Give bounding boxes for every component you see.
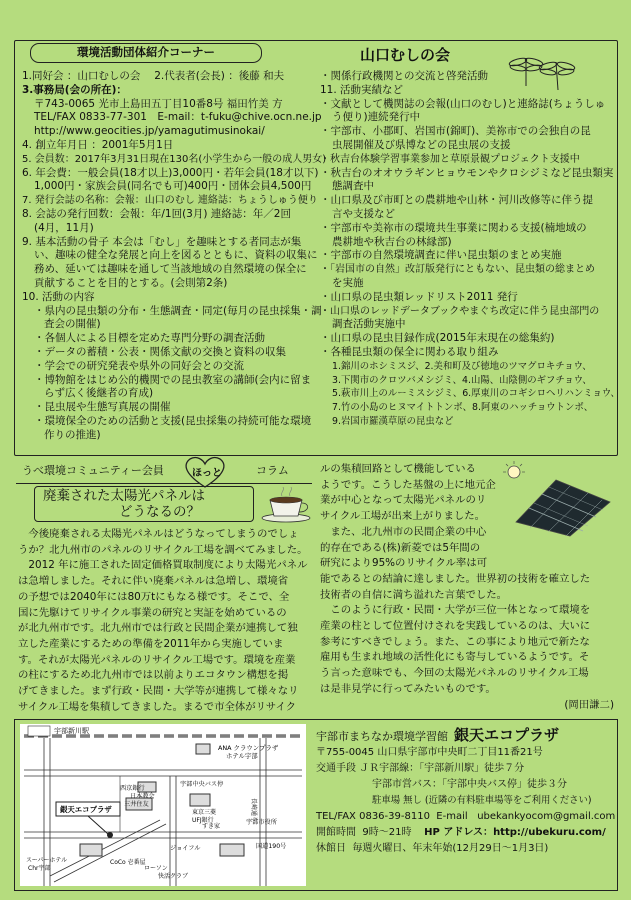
plaza-contact-row [316, 809, 616, 825]
plaza-access-row [316, 761, 616, 777]
org-details-right [320, 70, 620, 429]
map-label-route190: 国道190号 [256, 843, 287, 850]
map-label-nagamachi: 長崎通り [250, 798, 257, 823]
achievement-item-cont: う便り)連続発行中 [332, 111, 421, 124]
conservation-item: 5.萩市川上のルーミスシジミ、6.厚東川のコギシロヘリハンミョウ、 [332, 388, 620, 400]
article-line: 雇用も生まれ地域の活性化にも寄与しているようです。そ [320, 651, 590, 664]
location-pin-icon [107, 832, 113, 838]
coffee-cup-icon [258, 486, 314, 524]
org-details-left [22, 70, 327, 443]
map-label-cityhall: 宇部市役所 [246, 819, 277, 826]
map-label-lawson: ローソン [144, 865, 168, 872]
activity-item: ・博物館をはじめ公的機関での昆虫教室の講師(会内に留ま [34, 373, 312, 386]
achievement-item: ・「岩国市の自然」改訂版発行にともない、昆虫類の総まとめ [320, 264, 595, 276]
plaza-address: 〒755-0045 山口県宇部市中央町二丁目11番21号 [316, 747, 543, 758]
plaza-access-2: 宇部市営バス：「宇部中央バス停」徒歩３分 [372, 779, 567, 790]
address-line: 〒743-0065 光市上島田五丁目10番8号 福田竹美 方 [34, 97, 283, 110]
purpose-line-3: 務め、延いては趣味を通して当該地域の自然環境の保全に [34, 263, 307, 276]
map-label-sukiya: すき家 [202, 823, 221, 830]
plaza-name: 銀天エコプラザ [454, 726, 560, 744]
article-line: は急増しました。それに伴い廃棄パネルは急増し、環境省 [18, 575, 289, 588]
map-label-joifull: ジョイフル [170, 845, 201, 852]
plaza-hp-link[interactable]: http://ubekuru.com/ [493, 827, 606, 838]
plaza-subtitle: 宇部市まちなか環境学習館 [316, 730, 448, 743]
activity-item-cont: 作りの推進) [44, 428, 101, 441]
map-station-label: 宇部新川駅 [54, 727, 89, 735]
corner-header: 環境活動団体紹介コーナー [30, 43, 262, 63]
plaza-hours-row [316, 825, 616, 841]
map-label-hotel2: Chr宇部 [28, 865, 51, 872]
plaza-closed-row [316, 841, 616, 857]
achievement-item: ・関係行政機関との交流と啓発活動 [320, 70, 488, 82]
achievement-item: ・宇部市の自然環境調査に伴い昆虫類のまとめ実施 [320, 249, 562, 262]
article-line: 業が中心となって太陽光パネルのリ [320, 494, 487, 507]
column-article-right [320, 462, 620, 713]
achievement-item: ・宇部市や美祢市の環境共生事業に関わる支援(楠地域の [320, 221, 587, 234]
article-line: 立した産業にするための準備を2011年から実施していま [18, 637, 284, 650]
plaza-email[interactable]: ubekankyocom@gmail.com [477, 811, 616, 822]
column-banner-right: コラム [256, 464, 289, 477]
purpose-line-2: い、趣味の健全な発展と向上を図るとともに、資料の収集に [34, 249, 318, 262]
achievement-item-cont: 農耕地や秋吉台の林縁部) [332, 235, 452, 248]
article-line: 今後廃棄される太陽光パネルはどうなってしまうのでしょ [28, 528, 299, 540]
purpose-line-4: 貢献することを目的とする。(会則第2条) [34, 276, 228, 289]
frequency-line: 8. 会誌の発行回数：会報：年/1回(3月) 連絡誌：年／2回 [22, 207, 291, 220]
article-line: サイクル工場を集積してきました。まるで市全体がリサイク [18, 700, 297, 713]
map-label-superhotel: スーパーホテル [26, 857, 68, 864]
article-line: 国に先駆けてリサイクル事業の研究と実証を始めているの [18, 606, 287, 619]
article-line: サイクル工場が出来上がりました。 [320, 510, 486, 523]
article-line: 研究により95%のリサイクル率は可 [320, 557, 488, 570]
plaza-email-label: E-mail [436, 811, 468, 822]
plaza-access-1: ＪＲ宇部線：「宇部新川駅」徒歩７分 [359, 763, 525, 774]
plaza-parking: 駐車場 無し (近隣の有料駐車場等をご利用ください) [372, 795, 592, 806]
map-label-tokyo: 東京三菱 [192, 809, 217, 816]
column-banner-left: うべ環境コミュニティー会員 [22, 464, 164, 477]
achievement-item: ・山口県の昆虫類レッドリスト2011 発行 [320, 290, 518, 303]
activity-item: ・環境保全のための活動と支援(昆虫採集の持続可能な環境 [34, 414, 312, 427]
article-line: ルの集積回路として機能している [320, 463, 476, 475]
conservation-item: 9.岩国市羅漢草原の昆虫など [332, 415, 454, 427]
activity-item: ・学会での研究発表や県外の同好会との交流 [34, 359, 244, 372]
activity-item: ・県内の昆虫類の分布・生態調査・同定(毎月の昆虫採集・調 [34, 304, 322, 317]
article-line: 参考にすべきでしょう。また、この事により地元で新たな [320, 635, 590, 648]
activity-item-cont: らず広く後継者の育成) [44, 387, 154, 400]
map-label-seibu: 西京銀行 [120, 785, 145, 792]
article-line: が北九州市です。北九州市では行政と民間企業が連携して独 [18, 622, 298, 635]
plaza-title-row [316, 727, 616, 745]
office-heading: 3.事務局(会の所在)： [22, 83, 127, 96]
achievement-item-cont: を実施 [332, 276, 364, 289]
plaza-closed-label: 休館日 [316, 843, 346, 854]
article-line: また、北九州市の民間企業の中心 [330, 525, 487, 538]
map-label-kaikatsu: 快活クラブ [158, 873, 189, 880]
plaza-tel: 0836-39-8110 [359, 811, 430, 822]
article-line: 技術者の自信に満ち溢れた言葉でした。 [320, 588, 508, 601]
article-line: う言った意味でも、今回の太陽光パネルのリサイクル工場 [320, 667, 589, 680]
achievement-item: ・秋吉台のオオウラギンヒョウモンやクロシジミなど昆虫類実 [320, 166, 614, 179]
column-article-left [18, 527, 314, 715]
article-line: 2012 年に施工された固定価格買取制度により太陽光パネル [28, 559, 308, 572]
plaza-access-label: 交通手段 [316, 763, 356, 774]
map-label-ufj: UFJ銀行 [192, 817, 214, 824]
achievement-item: ・秋吉台体験学習事業参加と草原景観プロジェクト支援中 [320, 153, 580, 165]
achievements-heading: 11. 活動実績など [320, 83, 404, 96]
plaza-closed: 毎週火曜日、年末年始(12月29日～1月3日) [352, 843, 549, 854]
activity-item: ・昆虫展や生態写真展の開催 [34, 401, 171, 414]
eco-plaza-info [316, 727, 616, 857]
map-label-ana2: ホテル宇部 [226, 752, 258, 760]
activity-item-cont: 査会の開催) [44, 318, 101, 331]
achievement-item-cont: 調査活動実施中 [332, 318, 406, 331]
map-label-ana: ANA クラウンプラザ [218, 744, 279, 752]
activity-item: ・データの蓄積・公表・関係文献の交換と資料の収集 [34, 345, 286, 358]
map-label-coco: CoCo 壱番屋 [110, 859, 146, 866]
plaza-hours: 9時～21時 [362, 827, 412, 838]
heart-icon [180, 455, 230, 489]
members-line: 5. 会員数：2017年3月31日現在130名(小学生から一般の成人男女) [22, 153, 327, 165]
article-line: うか？北九州市のパネルのリサイクル工場を調べてみました。 [18, 543, 308, 556]
map-label-nikkyo: 日本教会 [130, 793, 155, 800]
article-line: は是非見学に行ってみたいものです。 [320, 682, 496, 695]
column-title-line-1: 廃棄された太陽光パネルは [43, 488, 205, 504]
column-title-line-2: どうなるの？ [119, 504, 200, 520]
publication-line: 7. 発行会誌の名称：会報：山口のむし 連絡誌：ちょうしゅう便り [22, 195, 318, 207]
author-name: (岡田謙二) [564, 698, 614, 711]
fee-line-2: 1,000円・家族会員(同名でも可)400円・団体会員4,500円 [34, 180, 312, 193]
founded-line: 4. 創立年月日 ：2001年5月1日 [22, 138, 174, 151]
map-marker-label: 銀天エコプラザ [60, 805, 112, 814]
achievement-item-cont: 虫展開催及び県博などの昆虫展の支援 [332, 138, 511, 151]
article-line: ようです。こうした基盤の上に地元企 [320, 478, 496, 491]
activities-heading: 10. 活動の内容 [22, 290, 95, 303]
achievement-item: ・山口県及び市町との農耕地や山林・河川改修等に伴う提 [320, 194, 593, 207]
frequency-line-2: (4月，11月) [34, 221, 94, 234]
achievement-item: ・各種昆虫類の保全に関わる取り組み [320, 345, 499, 358]
article-line: 能であるとの結論に達しました。世界初の技術を確立した [320, 572, 591, 585]
website-link[interactable]: http://www.geocities.jp/yamagutimusinokai/ [34, 125, 265, 138]
article-line: げてきました。まず行政・民間・大学等が連携して様々なリ [18, 685, 299, 698]
article-line: す。それが太陽光パネルのリサイクル工場です。環境を産業 [18, 653, 296, 666]
conservation-item: 3.下関市のクロツバメシジミ、4.山陽、山陰側のギフチョウ、 [332, 374, 592, 386]
conservation-item: 7.竹の小島のヒヌマイトトンボ、8.阿東のハッチョウトンボ、 [332, 402, 594, 414]
plaza-hours-label: 開館時間 [316, 827, 356, 838]
achievement-item-cont: 態調査中 [332, 180, 374, 193]
conservation-item: 1.錦川のホシミスジ、2.美和町及び徳地のツマグロキチョウ、 [332, 360, 592, 372]
org-name-title: 山口むしの会 [360, 46, 451, 64]
activity-item: ・各個人による目標を定めた専門分野の調査活動 [34, 332, 265, 345]
rep-line: 1.同好会 ：山口むしの会 2.代表者(会長) ：後藤 和夫 [22, 70, 285, 82]
column-title [34, 486, 254, 522]
achievement-item: ・宇部市、小郡町、岩国市(錦町)、美祢市での会独自の昆 [320, 125, 591, 138]
plaza-hp-label: HP アドレス： [424, 827, 494, 838]
article-line: 産業の柱として位置付けされを実践しているのは、大いに [320, 620, 591, 633]
article-line: の予想では2040年には80万tにもなる様です。そこで、全 [18, 590, 290, 603]
purpose-line: 9. 基本活動の骨子 本会は「むし」を趣味とする者同志が集 [22, 235, 302, 248]
achievement-item: ・山口県の昆虫目録作成(2015年末現在の総集約) [320, 332, 555, 345]
article-line: の柱にするため北九州市では以前よりエコタウン構想を掲 [18, 669, 289, 682]
map-label-mitsubishi: 三井住友 [124, 801, 149, 808]
article-line: このように行政・民間・大学が三位一体となって環境を [330, 604, 591, 617]
achievement-item-cont: 言や支援など [332, 207, 395, 220]
column-banner [16, 458, 312, 484]
contact-line: TEL/FAX 0833-77-301 E-mail：t-fuku@chive.ocn.ne.jp [34, 111, 322, 124]
achievement-item: ・文献として機関誌の会報(山口のむし)と連絡誌(ちょうしゅ [320, 97, 606, 110]
fee-line: 6. 年会費：一般会員(18才以上)3,000円・若年会員(18才以下) [22, 166, 319, 179]
plaza-tel-label: TEL/FAX [316, 811, 356, 822]
access-map [20, 724, 306, 886]
achievement-item: ・山口県のレッドデータブックやまぐち改定に伴う昆虫部門の [320, 305, 600, 317]
map-label-bus: 宇部中央バス停 [180, 781, 224, 788]
article-line: 的存在である(株)新菱では5年間の [320, 541, 481, 554]
heart-label: ほっと [192, 468, 222, 479]
